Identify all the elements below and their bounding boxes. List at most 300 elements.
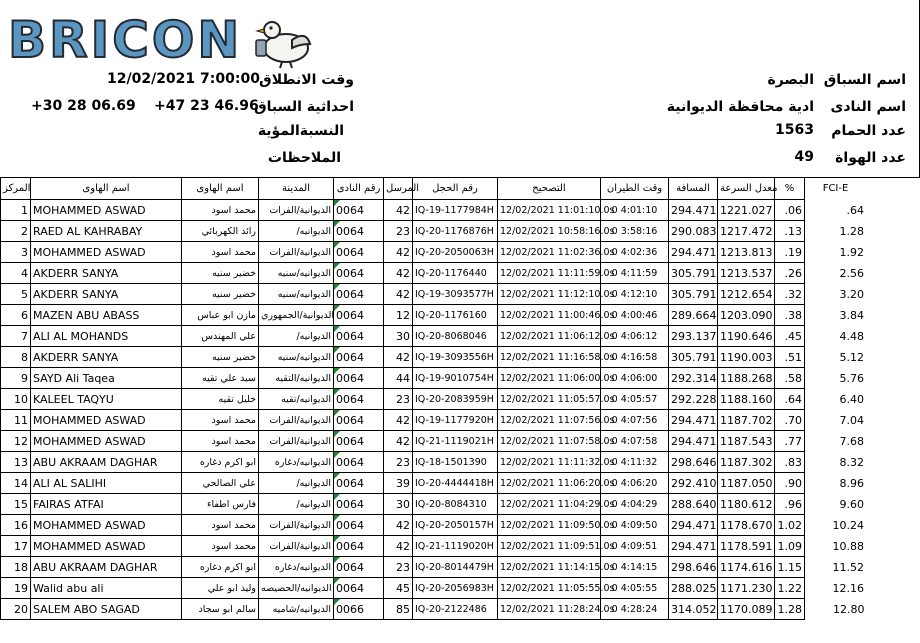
row-distance: 290.083 <box>669 221 718 242</box>
row-distance: 292.410 <box>669 473 718 494</box>
row-rank: 6 <box>1 305 31 326</box>
row-fci: 11.52 <box>832 560 864 574</box>
row-flight-time: 0 4:09:50 <box>601 515 669 536</box>
row-fancier-name-en: RAED AL KAHRABAY <box>31 221 182 242</box>
row-rank: 16 <box>1 515 31 536</box>
row-city: الديوانية/الجمهوري <box>259 305 334 326</box>
row-fci: 6.40 <box>839 392 864 406</box>
table-row <box>1 326 867 347</box>
pigeon-icon <box>252 14 314 70</box>
row-fancier-name-en: AKDERR SANYA <box>31 347 182 368</box>
table-row <box>1 221 867 242</box>
row-rank: 7 <box>1 326 31 347</box>
row-fci: 5.12 <box>839 350 864 364</box>
table-row <box>1 557 867 578</box>
row-arrival-time: 12/02/2021 11:05:57.0s <box>498 389 601 410</box>
row-fancier-name-ar: خليل تقيه <box>182 389 259 410</box>
row-flight-time: 0 4:28:24 <box>601 599 669 620</box>
row-rank: 18 <box>1 557 31 578</box>
row-ring-number: IQ-20-2083959H <box>413 389 498 410</box>
row-percent: 1.15 <box>775 557 805 578</box>
notes-label: الملاحظات <box>267 150 341 166</box>
start-time-label: وقت الانطلاق <box>259 72 354 88</box>
row-club-no: 0064 <box>334 221 384 242</box>
table-row <box>1 599 867 620</box>
row-flight-time: 0 4:12:10 <box>601 284 669 305</box>
row-club-no: 0064 <box>334 242 384 263</box>
header-speed: معدل السرعة <box>718 178 775 200</box>
row-flight-time: 0 4:06:12 <box>601 326 669 347</box>
row-distance: 294.471 <box>669 410 718 431</box>
header-percent: % <box>775 178 805 200</box>
row-fancier-name-ar: سيد علي تقيه <box>182 368 259 389</box>
row-fancier-name-ar: وليد ابو علي <box>182 578 259 599</box>
row-distance: 294.471 <box>669 242 718 263</box>
row-arrival-time: 12/02/2021 11:28:24.0s <box>498 599 601 620</box>
row-club-no: 0064 <box>334 578 384 599</box>
row-fancier-name-en: SAYD Ali Taqea <box>31 368 182 389</box>
row-flight-time: 0 4:16:58 <box>601 347 669 368</box>
row-distance: 294.471 <box>669 431 718 452</box>
header-name-en: اسم الهاوى <box>31 178 182 200</box>
row-club-no: 0064 <box>334 557 384 578</box>
table-row <box>1 347 867 368</box>
row-club-no: 0064 <box>334 536 384 557</box>
row-fci: 5.76 <box>839 371 864 385</box>
row-fancier-name-en: MOHAMMED ASWAD <box>31 242 182 263</box>
table-row <box>1 410 867 431</box>
row-fancier-name-ar: محمد اسود <box>182 242 259 263</box>
row-ring-number: IQ-18-1501390 <box>413 452 498 473</box>
row-fancier-name-en: ALI AL SALIHI <box>31 473 182 494</box>
row-club-no: 0064 <box>334 305 384 326</box>
row-fancier-name-ar: محمد اسود <box>182 410 259 431</box>
row-rank: 10 <box>1 389 31 410</box>
row-sent-count: 12 <box>384 305 413 326</box>
percent-label: النسبةالمؤية <box>257 123 344 139</box>
row-speed: 1171.230 <box>718 578 775 599</box>
row-distance: 305.791 <box>669 263 718 284</box>
row-rank: 20 <box>1 599 31 620</box>
row-sent-count: 85 <box>384 599 413 620</box>
row-rank: 17 <box>1 536 31 557</box>
row-fancier-name-ar: محمد اسود <box>182 200 259 221</box>
row-sent-count: 39 <box>384 473 413 494</box>
row-fancier-name-en: ABU AKRAAM DAGHAR <box>31 452 182 473</box>
row-fancier-name-en: MAZEN ABU ABASS <box>31 305 182 326</box>
row-club-no: 0064 <box>334 368 384 389</box>
row-arrival-time: 12/02/2021 11:06:00.0s <box>498 368 601 389</box>
table-row <box>1 452 867 473</box>
row-sent-count: 42 <box>384 284 413 305</box>
row-flight-time: 0 4:11:32 <box>601 452 669 473</box>
logo-wordmark: BRICON <box>8 11 243 69</box>
row-ring-number: IQ-19-3093577H <box>413 284 498 305</box>
coordinate-lat: +30 28 06.69 <box>31 98 136 114</box>
row-sent-count: 30 <box>384 494 413 515</box>
row-fci: 8.32 <box>839 455 864 469</box>
row-sent-count: 42 <box>384 515 413 536</box>
row-percent: .06 <box>775 200 805 221</box>
row-speed: 1217.472 <box>718 221 775 242</box>
row-rank: 14 <box>1 473 31 494</box>
table-header-row <box>1 178 867 200</box>
table-row <box>1 284 867 305</box>
row-sent-count: 42 <box>384 431 413 452</box>
row-fancier-name-en: Walid abu ali <box>31 578 182 599</box>
row-ring-number: IQ-19-3093556H <box>413 347 498 368</box>
row-city: الديوانيه/دغاره <box>259 557 334 578</box>
row-fancier-name-ar: فارس اطفاء <box>182 494 259 515</box>
header-fci: FCI-E <box>822 183 849 194</box>
row-city: الديوانية/الفرات <box>259 200 334 221</box>
row-ring-number: IQ-19-1177920H <box>413 410 498 431</box>
row-city: الديوانيه/التقيه <box>259 368 334 389</box>
row-club-no: 0064 <box>334 347 384 368</box>
row-fci: 10.24 <box>832 518 864 532</box>
row-fancier-name-ar: ابو اكرم دغاره <box>182 557 259 578</box>
row-fci: 7.68 <box>839 434 864 448</box>
row-fancier-name-ar: خضير سنيه <box>182 284 259 305</box>
row-fci: 3.84 <box>839 308 864 322</box>
row-city: /الديوانيه <box>259 473 334 494</box>
row-percent: 1.02 <box>775 515 805 536</box>
row-city: /الديوانيه <box>259 326 334 347</box>
row-ring-number: IQ-20-2050063H <box>413 242 498 263</box>
row-fancier-name-en: MOHAMMED ASWAD <box>31 431 182 452</box>
row-ring-number: IO-20-4444418H <box>413 473 498 494</box>
row-sent-count: 42 <box>384 200 413 221</box>
row-ring-number: IQ-20-8014479H <box>413 557 498 578</box>
row-distance: 288.640 <box>669 494 718 515</box>
row-percent: .90 <box>775 473 805 494</box>
row-fancier-name-en: AKDERR SANYA <box>31 284 182 305</box>
header-distance: المسافة <box>669 178 718 200</box>
row-city: /الديوانيه <box>259 494 334 515</box>
row-percent: 1.09 <box>775 536 805 557</box>
row-city: /الديوانيه <box>259 221 334 242</box>
header-rank: المركز <box>1 178 31 200</box>
row-distance: 292.314 <box>669 368 718 389</box>
header-ring: رقم الحجل <box>413 178 498 200</box>
row-speed: 1203.090 <box>718 305 775 326</box>
row-flight-time: 0 3:58:16 <box>601 221 669 242</box>
row-rank: 11 <box>1 410 31 431</box>
row-city: الديوانيه/سنيه <box>259 263 334 284</box>
table-row <box>1 473 867 494</box>
row-city: الديوانيه/تقيه <box>259 389 334 410</box>
table-row <box>1 368 867 389</box>
row-fci: 10.88 <box>832 539 864 553</box>
row-distance: 314.052 <box>669 599 718 620</box>
row-speed: 1187.702 <box>718 410 775 431</box>
row-city: الديوانيه/سنيه <box>259 284 334 305</box>
header-name-ar: اسم الهاوى <box>182 178 259 200</box>
row-rank: 12 <box>1 431 31 452</box>
row-fancier-name-ar: علي الصالحي <box>182 473 259 494</box>
row-arrival-time: 12/02/2021 10:58:16.0s <box>498 221 601 242</box>
row-arrival-time: 12/02/2021 11:16:58.0s <box>498 347 601 368</box>
row-sent-count: 23 <box>384 557 413 578</box>
row-ring-number: IQ-20-8068046 <box>413 326 498 347</box>
row-ring-number: IQ-19-9010754H <box>413 368 498 389</box>
row-rank: 13 <box>1 452 31 473</box>
bricon-logo <box>8 10 310 72</box>
coordinate-lon: +47 23 46.96 <box>154 98 259 114</box>
row-club-no: 0064 <box>334 431 384 452</box>
row-club-no: 0064 <box>334 389 384 410</box>
row-ring-number: IQ-20-1176440 <box>413 263 498 284</box>
row-arrival-time: 12/02/2021 11:06:12.0s <box>498 326 601 347</box>
row-distance: 289.664 <box>669 305 718 326</box>
row-flight-time: 0 4:14:15 <box>601 557 669 578</box>
row-sent-count: 42 <box>384 347 413 368</box>
row-percent: .70 <box>775 410 805 431</box>
row-flight-time: 0 4:04:29 <box>601 494 669 515</box>
race-name-value: البصرة <box>767 72 814 88</box>
row-speed: 1190.003 <box>718 347 775 368</box>
row-percent: .83 <box>775 452 805 473</box>
row-flight-time: 0 4:00:46 <box>601 305 669 326</box>
row-sent-count: 30 <box>384 326 413 347</box>
row-speed: 1180.612 <box>718 494 775 515</box>
row-city: الديوانيه/سنيه <box>259 347 334 368</box>
row-club-no: 0064 <box>334 473 384 494</box>
row-fancier-name-en: KALEEL TAQYU <box>31 389 182 410</box>
row-flight-time: 0 4:06:00 <box>601 368 669 389</box>
row-arrival-time: 12/02/2021 11:02:36.0s <box>498 242 601 263</box>
row-city: الديوانيه/الحصيصه <box>259 578 334 599</box>
row-fancier-name-en: MOHAMMED ASWAD <box>31 200 182 221</box>
row-percent: .19 <box>775 242 805 263</box>
row-sent-count: 23 <box>384 221 413 242</box>
row-city: الديوانية/الفرات <box>259 536 334 557</box>
fanciers-count-label: عدد الهواة <box>835 150 906 166</box>
row-distance: 305.791 <box>669 347 718 368</box>
row-speed: 1190.646 <box>718 326 775 347</box>
row-sent-count: 44 <box>384 368 413 389</box>
row-club-no: 0064 <box>334 284 384 305</box>
row-fancier-name-ar: سالم ابو سجاد <box>182 599 259 620</box>
row-percent: .51 <box>775 347 805 368</box>
row-sent-count: 42 <box>384 410 413 431</box>
row-ring-number: IQ-20-1176160 <box>413 305 498 326</box>
row-flight-time: 0 4:07:56 <box>601 410 669 431</box>
row-speed: 1187.543 <box>718 431 775 452</box>
row-ring-number: IQ-20-1176876H <box>413 221 498 242</box>
row-speed: 1212.654 <box>718 284 775 305</box>
row-sent-count: 45 <box>384 578 413 599</box>
header-city: المدينة <box>259 178 334 200</box>
row-distance: 293.137 <box>669 326 718 347</box>
row-percent: .45 <box>775 326 805 347</box>
row-speed: 1187.302 <box>718 452 775 473</box>
table-row <box>1 389 867 410</box>
table-row <box>1 263 867 284</box>
row-fci: 1.92 <box>839 245 864 259</box>
row-flight-time: 0 4:06:20 <box>601 473 669 494</box>
row-fci: .64 <box>846 203 864 217</box>
row-arrival-time: 12/02/2021 11:09:50.0s <box>498 515 601 536</box>
header-flight-time: وقت الطيران <box>601 178 669 200</box>
row-speed: 1170.089 <box>718 599 775 620</box>
row-arrival-time: 12/02/2021 11:04:29.0s <box>498 494 601 515</box>
club-name-label: اسم النادى <box>830 99 906 115</box>
row-percent: 1.22 <box>775 578 805 599</box>
row-arrival-time: 12/02/2021 11:14:15.0s <box>498 557 601 578</box>
row-sent-count: 42 <box>384 263 413 284</box>
row-speed: 1188.268 <box>718 368 775 389</box>
row-ring-number: IQ-20-2122486 <box>413 599 498 620</box>
row-flight-time: 0 4:05:55 <box>601 578 669 599</box>
row-fancier-name-en: SALEM ABO SAGAD <box>31 599 182 620</box>
row-flight-time: 0 4:07:58 <box>601 431 669 452</box>
row-percent: .58 <box>775 368 805 389</box>
row-ring-number: IQ-20-8084310 <box>413 494 498 515</box>
row-city: الديوانية/الفرات <box>259 431 334 452</box>
row-percent: .64 <box>775 389 805 410</box>
results-table <box>0 177 867 620</box>
row-distance: 305.791 <box>669 284 718 305</box>
row-club-no: 0066 <box>334 599 384 620</box>
row-rank: 3 <box>1 242 31 263</box>
table-row <box>1 305 867 326</box>
row-arrival-time: 12/02/2021 11:07:58.0s <box>498 431 601 452</box>
row-distance: 288.025 <box>669 578 718 599</box>
row-flight-time: 0 4:09:51 <box>601 536 669 557</box>
row-ring-number: IQ-21-1119020H <box>413 536 498 557</box>
row-percent: .32 <box>775 284 805 305</box>
row-fancier-name-en: MOHAMMED ASWAD <box>31 515 182 536</box>
row-arrival-time: 12/02/2021 11:11:59.0s <box>498 263 601 284</box>
row-club-no: 0064 <box>334 494 384 515</box>
club-name-value: ادية محافظة الديوانية <box>666 99 814 115</box>
row-flight-time: 0 4:02:36 <box>601 242 669 263</box>
row-fci: 8.96 <box>839 476 864 490</box>
row-percent: .26 <box>775 263 805 284</box>
row-arrival-time: 12/02/2021 11:01:10.0s <box>498 200 601 221</box>
row-rank: 4 <box>1 263 31 284</box>
row-percent: .38 <box>775 305 805 326</box>
row-ring-number: IQ-20-2050157H <box>413 515 498 536</box>
row-ring-number: IQ-20-2056983H <box>413 578 498 599</box>
row-speed: 1188.160 <box>718 389 775 410</box>
row-ring-number: IQ-21-1119021H <box>413 431 498 452</box>
pigeons-count-label: عدد الحمام <box>831 123 906 139</box>
row-flight-time: 0 4:01:10 <box>601 200 669 221</box>
row-rank: 19 <box>1 578 31 599</box>
race-name-label: اسم السباق <box>823 72 906 88</box>
row-fancier-name-ar: محمد اسود <box>182 536 259 557</box>
row-fci: 12.16 <box>832 581 864 595</box>
row-club-no: 0064 <box>334 452 384 473</box>
fanciers-count-value: 49 <box>794 149 814 165</box>
table-row <box>1 578 867 599</box>
row-rank: 5 <box>1 284 31 305</box>
row-distance: 294.471 <box>669 515 718 536</box>
row-fancier-name-ar: محمد اسود <box>182 515 259 536</box>
row-rank: 8 <box>1 347 31 368</box>
row-fancier-name-ar: ابو اكرم دغاره <box>182 452 259 473</box>
row-percent: .96 <box>775 494 805 515</box>
row-fancier-name-en: MOHAMMED ASWAD <box>31 536 182 557</box>
row-flight-time: 0 4:11:59 <box>601 263 669 284</box>
row-sent-count: 23 <box>384 389 413 410</box>
row-fancier-name-ar: خضير سنيه <box>182 263 259 284</box>
row-speed: 1178.591 <box>718 536 775 557</box>
row-rank: 2 <box>1 221 31 242</box>
row-rank: 9 <box>1 368 31 389</box>
row-city: الديوانية/الفرات <box>259 242 334 263</box>
row-speed: 1174.616 <box>718 557 775 578</box>
row-arrival-time: 12/02/2021 11:11:32.0s <box>498 452 601 473</box>
row-distance: 298.646 <box>669 452 718 473</box>
row-speed: 1213.537 <box>718 263 775 284</box>
row-fancier-name-en: ABU AKRAAM DAGHAR <box>31 557 182 578</box>
row-fci: 9.60 <box>839 497 864 511</box>
pigeons-count-value: 1563 <box>775 122 814 138</box>
row-city: الديوانيه/شاميه <box>259 599 334 620</box>
row-percent: .13 <box>775 221 805 242</box>
row-distance: 298.646 <box>669 557 718 578</box>
table-row <box>1 242 867 263</box>
row-club-no: 0064 <box>334 515 384 536</box>
row-fci: 3.20 <box>839 287 864 301</box>
row-fancier-name-ar: خضير سنيه <box>182 347 259 368</box>
row-speed: 1187.050 <box>718 473 775 494</box>
row-fancier-name-ar: محمد اسود <box>182 431 259 452</box>
row-sent-count: 23 <box>384 452 413 473</box>
table-row <box>1 515 867 536</box>
row-distance: 292.228 <box>669 389 718 410</box>
row-speed: 1221.027 <box>718 200 775 221</box>
row-fancier-name-en: ALI AL MOHANDS <box>31 326 182 347</box>
row-fancier-name-ar: علي المهندس <box>182 326 259 347</box>
row-rank: 15 <box>1 494 31 515</box>
row-fci: 4.48 <box>839 329 864 343</box>
row-fancier-name-ar: رائد الكهربائي <box>182 221 259 242</box>
row-sent-count: 42 <box>384 536 413 557</box>
row-club-no: 0064 <box>334 263 384 284</box>
row-club-no: 0064 <box>334 326 384 347</box>
row-speed: 1178.670 <box>718 515 775 536</box>
header-arrival: التصحيح <box>498 178 601 200</box>
row-speed: 1213.813 <box>718 242 775 263</box>
row-arrival-time: 12/02/2021 11:09:51.0s <box>498 536 601 557</box>
row-club-no: 0064 <box>334 200 384 221</box>
start-time-value: 12/02/2021 7:00:00 <box>107 71 260 87</box>
coordinates-label: احداثية السباق <box>254 99 354 115</box>
table-row <box>1 200 867 221</box>
row-club-no: 0064 <box>334 410 384 431</box>
row-fci: 2.56 <box>839 266 864 280</box>
header-club-no: رقم النادى <box>334 178 384 200</box>
row-arrival-time: 12/02/2021 11:00:46.0s <box>498 305 601 326</box>
row-city: الديوانية/الفرات <box>259 410 334 431</box>
row-fci: 1.28 <box>839 224 864 238</box>
row-fancier-name-en: AKDERR SANYA <box>31 263 182 284</box>
row-arrival-time: 12/02/2021 11:12:10.0s <box>498 284 601 305</box>
row-fci: 12.80 <box>833 602 865 616</box>
table-row <box>1 536 867 557</box>
row-distance: 294.471 <box>669 200 718 221</box>
row-rank: 1 <box>1 200 31 221</box>
row-flight-time: 0 4:05:57 <box>601 389 669 410</box>
row-arrival-time: 12/02/2021 11:07:56.0s <box>498 410 601 431</box>
row-fancier-name-en: FAIRAS ATFAI <box>31 494 182 515</box>
row-city: الديوانيه/دغاره <box>259 452 334 473</box>
header-sent: المرسل <box>384 178 413 200</box>
